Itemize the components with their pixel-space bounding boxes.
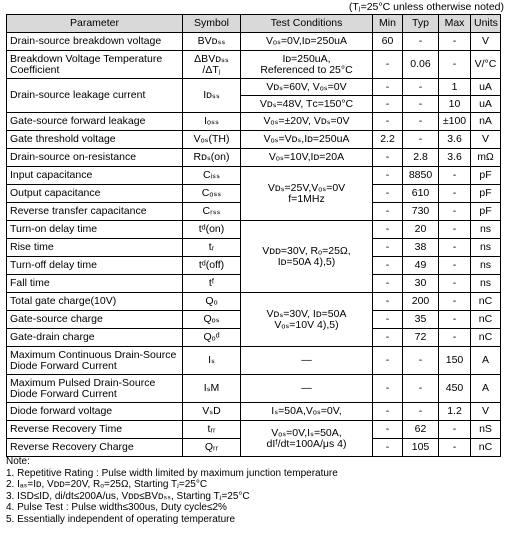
header-units: Units <box>471 15 501 33</box>
typ-cell: 72 <box>403 329 439 347</box>
max-cell: 3.6 <box>439 149 471 167</box>
unit-cell: uA <box>471 96 501 113</box>
unit-cell: V <box>471 131 501 149</box>
parameter-cell: Reverse transfer capacitance <box>7 203 183 221</box>
parameter-cell: Diode forward voltage <box>7 403 183 421</box>
min-cell: - <box>373 51 403 79</box>
parameter-cell: Drain-source breakdown voltage <box>7 33 183 51</box>
unit-cell: nC <box>471 329 501 347</box>
symbol-cell: tᵈ(on) <box>183 221 241 239</box>
unit-cell: nS <box>471 421 501 439</box>
max-cell: - <box>439 221 471 239</box>
unit-cell: ns <box>471 221 501 239</box>
min-cell: - <box>373 239 403 257</box>
min-cell: - <box>373 257 403 275</box>
symbol-cell: tᵣᵣ <box>183 421 241 439</box>
parameter-cell: Breakdown Voltage Temperature Coefficient <box>7 51 183 79</box>
max-cell: - <box>439 239 471 257</box>
electrical-characteristics-table <box>6 14 501 457</box>
symbol-cell: tᶠ <box>183 275 241 293</box>
min-cell: - <box>373 96 403 113</box>
unit-cell: nC <box>471 293 501 311</box>
table-row <box>7 421 501 439</box>
table-row <box>7 79 501 96</box>
table-row <box>7 221 501 239</box>
typ-cell: - <box>403 96 439 113</box>
notes-section <box>6 456 338 525</box>
condition-cell: Iᴅ=250uA, Referenced to 25°C <box>241 51 373 79</box>
typ-cell: - <box>403 403 439 421</box>
max-cell: 1 <box>439 79 471 96</box>
symbol-cell: Qₒ <box>183 293 241 311</box>
condition-cell: Vₒₛ=Vᴅₛ,Iᴅ=250uA <box>241 131 373 149</box>
parameter-cell: Reverse Recovery Charge <box>7 439 183 457</box>
parameter-cell: Total gate charge(10V) <box>7 293 183 311</box>
parameter-cell: Drain-source leakage current <box>7 79 183 113</box>
max-cell: 10 <box>439 96 471 113</box>
test-condition-note: (Tⱼ=25°C unless otherwise noted) <box>348 1 504 13</box>
min-cell: - <box>373 149 403 167</box>
unit-cell: nA <box>471 113 501 131</box>
symbol-cell: VₛD <box>183 403 241 421</box>
symbol-cell: tᵣ <box>183 239 241 257</box>
min-cell: - <box>373 221 403 239</box>
parameter-cell: Gate-source forward leakage <box>7 113 183 131</box>
condition-cell: Vₒₛ=10V,Iᴅ=20A <box>241 149 373 167</box>
max-cell: 450 <box>439 375 471 403</box>
unit-cell: A <box>471 347 501 375</box>
header-symbol: Symbol <box>183 15 241 33</box>
unit-cell: nC <box>471 311 501 329</box>
unit-cell: pF <box>471 203 501 221</box>
typ-cell: 38 <box>403 239 439 257</box>
symbol-cell: Qᵣᵣ <box>183 439 241 457</box>
typ-cell: - <box>403 375 439 403</box>
max-cell: - <box>439 257 471 275</box>
condition-cell: Vₒₛ=0V,Iₛ=50A, dIᶠ/dt=100A/μs 4) <box>241 421 373 457</box>
max-cell: - <box>439 439 471 457</box>
table-row <box>7 149 501 167</box>
symbol-cell: Qₒₛ <box>183 311 241 329</box>
unit-cell: uA <box>471 79 501 96</box>
notes-title: Note: <box>6 456 30 467</box>
unit-cell: ns <box>471 257 501 275</box>
typ-cell: - <box>403 33 439 51</box>
symbol-cell: Cₒₛₛ <box>183 185 241 203</box>
unit-cell: A <box>471 375 501 403</box>
symbol-cell: Vₒₛ(TH) <box>183 131 241 149</box>
condition-cell: Vₒₛ=±20V, Vᴅₛ=0V <box>241 113 373 131</box>
typ-cell: 0.06 <box>403 51 439 79</box>
max-cell: - <box>439 167 471 185</box>
max-cell: - <box>439 329 471 347</box>
condition-cell: Iₛ=50A,Vₒₛ=0V, <box>241 403 373 421</box>
condition-cell: — <box>241 347 373 375</box>
typ-cell: 8850 <box>403 167 439 185</box>
unit-cell: V/°C <box>471 51 501 79</box>
min-cell: - <box>373 439 403 457</box>
symbol-cell: Iₛ <box>183 347 241 375</box>
min-cell: - <box>373 167 403 185</box>
header-row <box>7 15 501 33</box>
typ-cell: 49 <box>403 257 439 275</box>
parameter-cell: Drain-source on-resistance <box>7 149 183 167</box>
header-parameter: Parameter <box>7 15 183 33</box>
unit-cell: nC <box>471 439 501 457</box>
max-cell: - <box>439 293 471 311</box>
max-cell: ±100 <box>439 113 471 131</box>
note-item: 2. Iₐₛ=Iᴅ, Vᴅᴅ=20V, Rₒ=25Ω, Starting Tⱼ=25°C <box>6 479 208 490</box>
parameter-cell: Gate-source charge <box>7 311 183 329</box>
min-cell: - <box>373 203 403 221</box>
parameter-cell: Turn-off delay time <box>7 257 183 275</box>
unit-cell: pF <box>471 185 501 203</box>
min-cell: - <box>373 347 403 375</box>
typ-cell: 30 <box>403 275 439 293</box>
max-cell: - <box>439 51 471 79</box>
typ-cell: 730 <box>403 203 439 221</box>
max-cell: - <box>439 33 471 51</box>
unit-cell: V <box>471 33 501 51</box>
typ-cell: - <box>403 113 439 131</box>
max-cell: - <box>439 421 471 439</box>
min-cell: - <box>373 293 403 311</box>
table-row <box>7 167 501 185</box>
table-row <box>7 113 501 131</box>
min-cell: 2.2 <box>373 131 403 149</box>
min-cell: - <box>373 275 403 293</box>
typ-cell: 200 <box>403 293 439 311</box>
header-typ: Typ <box>403 15 439 33</box>
max-cell: - <box>439 275 471 293</box>
parameter-cell: Rise time <box>7 239 183 257</box>
min-cell: - <box>373 329 403 347</box>
parameter-cell: Gate-drain charge <box>7 329 183 347</box>
table-row <box>7 33 501 51</box>
typ-cell: 610 <box>403 185 439 203</box>
max-cell: - <box>439 311 471 329</box>
parameter-cell: Maximum Continuous Drain-Source Diode Forward Current <box>7 347 183 375</box>
note-item: 4. Pulse Test : Pulse width≤300us, Duty cycle≤2% <box>6 502 227 513</box>
unit-cell: mΩ <box>471 149 501 167</box>
max-cell: - <box>439 185 471 203</box>
symbol-cell: Cᵢₛₛ <box>183 167 241 185</box>
header-test-conditions: Test Conditions <box>241 15 373 33</box>
unit-cell: ns <box>471 239 501 257</box>
condition-cell: Vᴅₛ=48V, Tᴄ=150°C <box>241 96 373 113</box>
condition-cell: Vₒₛ=0V,Iᴅ=250uA <box>241 33 373 51</box>
table-row <box>7 293 501 311</box>
condition-cell: Vᴅₛ=60V, Vₒₛ=0V <box>241 79 373 96</box>
symbol-cell: BVᴅₛₛ <box>183 33 241 51</box>
parameter-cell: Reverse Recovery Time <box>7 421 183 439</box>
header-max: Max <box>439 15 471 33</box>
table-row <box>7 375 501 403</box>
min-cell: - <box>373 185 403 203</box>
parameter-cell: Fall time <box>7 275 183 293</box>
max-cell: 150 <box>439 347 471 375</box>
table-row <box>7 347 501 375</box>
note-item: 5. Essentially independent of operating temperature <box>6 513 236 525</box>
min-cell: - <box>373 113 403 131</box>
min-cell: - <box>373 311 403 329</box>
note-item: 3. ISD≤ID, di/dt≤200A/us, Vᴅᴅ≤BVᴅₛₛ, Starting Tⱼ=25°C <box>6 490 250 502</box>
symbol-cell: Cᵣₛₛ <box>183 203 241 221</box>
typ-cell: - <box>403 79 439 96</box>
parameter-cell: Gate threshold voltage <box>7 131 183 149</box>
note-item: 1. Repetitive Rating : Pulse width limited by maximum junction temperature <box>6 467 338 479</box>
table-row <box>7 403 501 421</box>
header-min: Min <box>373 15 403 33</box>
typ-cell: - <box>403 131 439 149</box>
symbol-cell: tᵈ(off) <box>183 257 241 275</box>
typ-cell: 105 <box>403 439 439 457</box>
condition-cell: Vᴅₛ=25V,Vₒₛ=0V f=1MHz <box>241 167 373 221</box>
unit-cell: pF <box>471 167 501 185</box>
parameter-cell: Maximum Pulsed Drain-Source Diode Forward Current <box>7 375 183 403</box>
symbol-cell: Iᴅₛₛ <box>183 79 241 113</box>
unit-cell: ns <box>471 275 501 293</box>
max-cell: 3.6 <box>439 131 471 149</box>
condition-cell: Vᴅₛ=30V, Iᴅ=50A Vₒₛ=10V 4),5) <box>241 293 373 347</box>
min-cell: - <box>373 79 403 96</box>
symbol-cell: Rᴅₛ(on) <box>183 149 241 167</box>
min-cell: - <box>373 421 403 439</box>
parameter-cell: Turn-on delay time <box>7 221 183 239</box>
max-cell: 1.2 <box>439 403 471 421</box>
parameter-cell: Input capacitance <box>7 167 183 185</box>
symbol-cell: IₛM <box>183 375 241 403</box>
typ-cell: 2.8 <box>403 149 439 167</box>
min-cell: - <box>373 403 403 421</box>
symbol-cell: ΔBVᴅₛₛ /ΔTⱼ <box>183 51 241 79</box>
table-row <box>7 51 501 79</box>
symbol-cell: Qₒᵈ <box>183 329 241 347</box>
typ-cell: 62 <box>403 421 439 439</box>
min-cell: 60 <box>373 33 403 51</box>
max-cell: - <box>439 203 471 221</box>
condition-cell: — <box>241 375 373 403</box>
min-cell: - <box>373 375 403 403</box>
typ-cell: - <box>403 347 439 375</box>
symbol-cell: Iₒₛₛ <box>183 113 241 131</box>
table-row <box>7 131 501 149</box>
typ-cell: 35 <box>403 311 439 329</box>
typ-cell: 20 <box>403 221 439 239</box>
parameter-cell: Output capacitance <box>7 185 183 203</box>
unit-cell: V <box>471 403 501 421</box>
condition-cell: Vᴅᴅ=30V, Rₒ=25Ω, Iᴅ=50A 4),5) <box>241 221 373 293</box>
